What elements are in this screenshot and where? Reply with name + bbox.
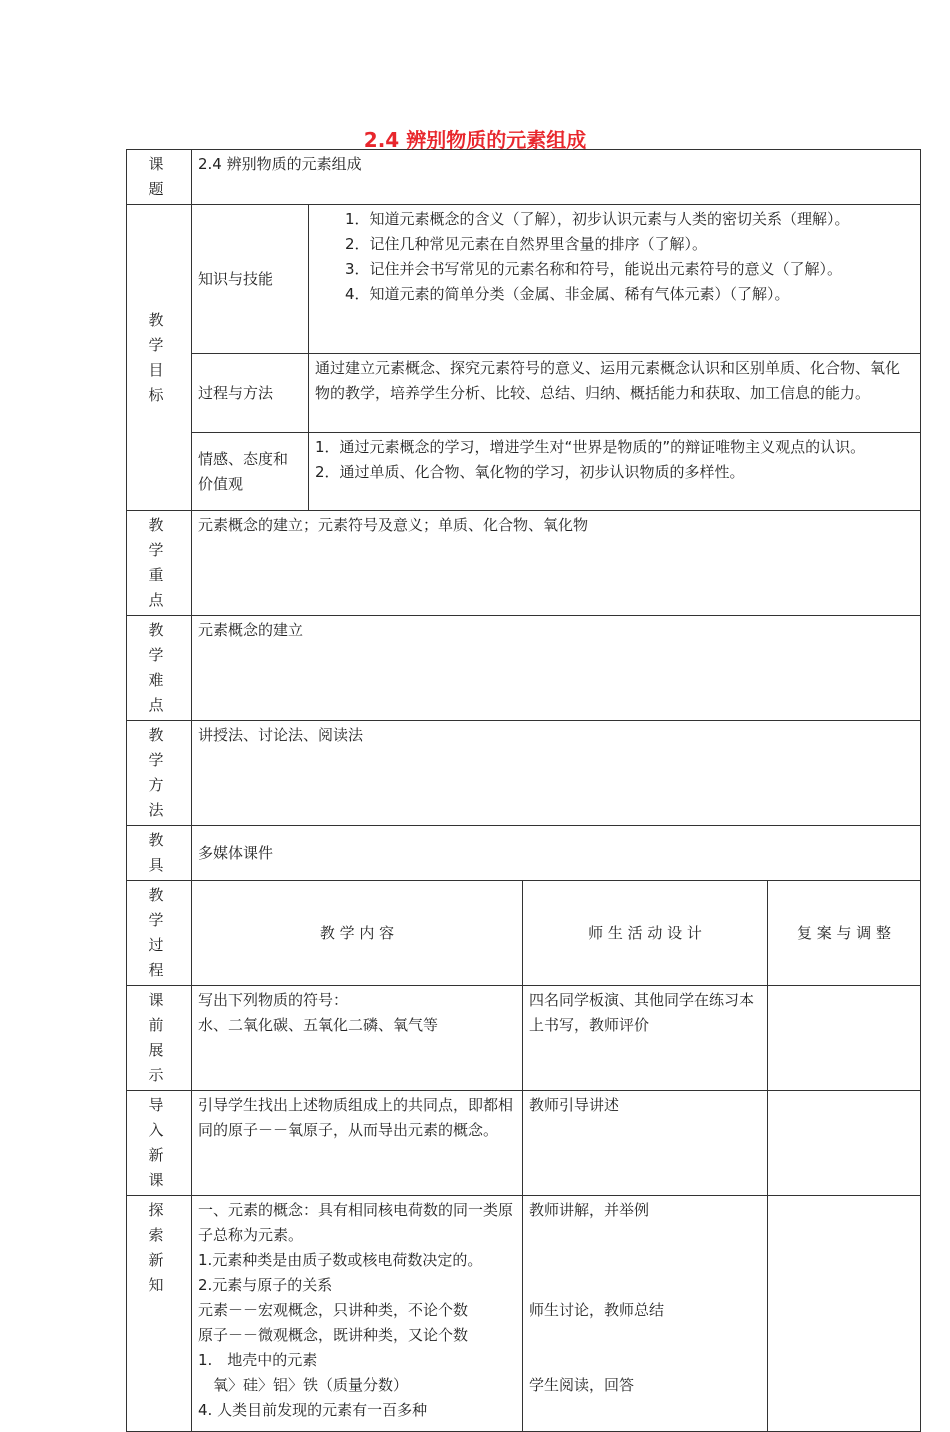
- topic-value: 2.4 辨别物质的元素组成: [192, 150, 921, 205]
- content-line: 原子－－微观概念，既讲种类，又论个数: [198, 1326, 469, 1344]
- table-row: [127, 986, 921, 1091]
- knowledge-content: [309, 205, 921, 354]
- content-line: 写出下列物质的符号：: [198, 991, 349, 1009]
- process-text: 通过建立元素概念、探究元素符号的意义、运用元素概念认识和区别单质、化合物、氧化物的教学，培养学生分析、比较、总结、归纳、概括能力和获取、加工信息的能力。: [309, 354, 921, 433]
- difficulty-row: [127, 616, 921, 721]
- knowledge-item: 1．知道元素概念的含义（了解），初步认识元素与人类的密切关系（理解）。: [345, 210, 850, 228]
- content-line: 一、元素的概念：具有相同核电荷数的同一类原子总称为元素。: [198, 1201, 514, 1244]
- activity-line: 学生阅读，回答: [529, 1376, 635, 1394]
- content-line: 1. 地壳中的元素: [198, 1351, 318, 1369]
- knowledge-item: 2．记住几种常见元素在自然界里含量的排序（了解）。: [345, 235, 708, 253]
- col-adjust-header: 复 案 与 调 整: [768, 881, 921, 986]
- activity-line: 师生讨论，教师总结: [529, 1301, 665, 1319]
- focus-row: [127, 511, 921, 616]
- page-title: 2.4 辨别物质的元素组成: [363, 128, 587, 152]
- method-label: 教 学 方 法: [127, 721, 192, 826]
- row-content: 引导学生找出上述物质组成上的共同点，即都相同的原子－－氧原子，从而导出元素的概念。: [192, 1091, 523, 1196]
- tools-value: 多媒体课件: [192, 826, 921, 881]
- content-line: 1.元素种类是由质子数或核电荷数决定的。: [198, 1251, 483, 1269]
- row-content: [192, 1196, 523, 1432]
- content-line: 2.元素与原子的关系: [198, 1276, 333, 1294]
- process-header-row: [127, 881, 921, 986]
- process-label: 过程与方法: [192, 354, 309, 433]
- lesson-plan-table: [126, 149, 921, 1432]
- tools-row: [127, 826, 921, 881]
- process-row: [127, 354, 921, 433]
- focus-value: 元素概念的建立；元素符号及意义；单质、化合物、氧化物: [192, 511, 921, 616]
- emotion-label: 情感、态度和价值观: [192, 433, 309, 511]
- process-header-label: 教 学 过 程: [127, 881, 192, 986]
- content-line: 4. 人类目前发现的元素有一百多种: [198, 1401, 428, 1419]
- content-line: 氧〉硅〉铝〉铁（质量分数）: [198, 1376, 409, 1394]
- focus-label: 教 学 重 点: [127, 511, 192, 616]
- table-row: [127, 1091, 921, 1196]
- row-adjust: [768, 986, 921, 1091]
- topic-label: 课 题: [127, 150, 192, 205]
- knowledge-row: [127, 205, 921, 354]
- emotion-item: 1．通过元素概念的学习，增进学生对“世界是物质的”的辩证唯物主义观点的认识。: [315, 438, 866, 456]
- content-line: 水、二氧化碳、五氧化二磷、氧气等: [198, 1016, 439, 1034]
- row-label: 导 入 新 课: [127, 1091, 192, 1196]
- emotion-item: 2．通过单质、化合物、氧化物的学习，初步认识物质的多样性。: [315, 463, 745, 481]
- difficulty-label: 教 学 难 点: [127, 616, 192, 721]
- col-content-header: 教 学 内 容: [192, 881, 523, 986]
- row-adjust: [768, 1091, 921, 1196]
- method-row: [127, 721, 921, 826]
- row-label: 课 前 展 示: [127, 986, 192, 1091]
- content-line: 元素－－宏观概念，只讲种类，不论个数: [198, 1301, 469, 1319]
- method-value: 讲授法、讨论法、阅读法: [192, 721, 921, 826]
- row-activity: 教师引导讲述: [523, 1091, 768, 1196]
- emotion-content: [309, 433, 921, 511]
- activity-line: 教师讲解，并举例: [529, 1201, 650, 1219]
- col-activity-header: 师 生 活 动 设 计: [523, 881, 768, 986]
- topic-row: [127, 150, 921, 205]
- knowledge-label: 知识与技能: [192, 205, 309, 354]
- knowledge-item: 3．记住并会书写常见的元素名称和符号，能说出元素符号的意义（了解）。: [345, 260, 843, 278]
- goals-label: 教 学 目 标: [127, 205, 192, 511]
- row-content: [192, 986, 523, 1091]
- row-activity: 四名同学板演、其他同学在练习本上书写，教师评价: [523, 986, 768, 1091]
- tools-label: 教 具: [127, 826, 192, 881]
- difficulty-value: 元素概念的建立: [192, 616, 921, 721]
- emotion-row: [127, 433, 921, 511]
- knowledge-item: 4．知道元素的简单分类（金属、非金属、稀有气体元素）（了解）。: [345, 285, 790, 303]
- row-label: 探 索 新 知: [127, 1196, 192, 1432]
- table-row: [127, 1196, 921, 1432]
- row-adjust: [768, 1196, 921, 1432]
- row-activity: [523, 1196, 768, 1432]
